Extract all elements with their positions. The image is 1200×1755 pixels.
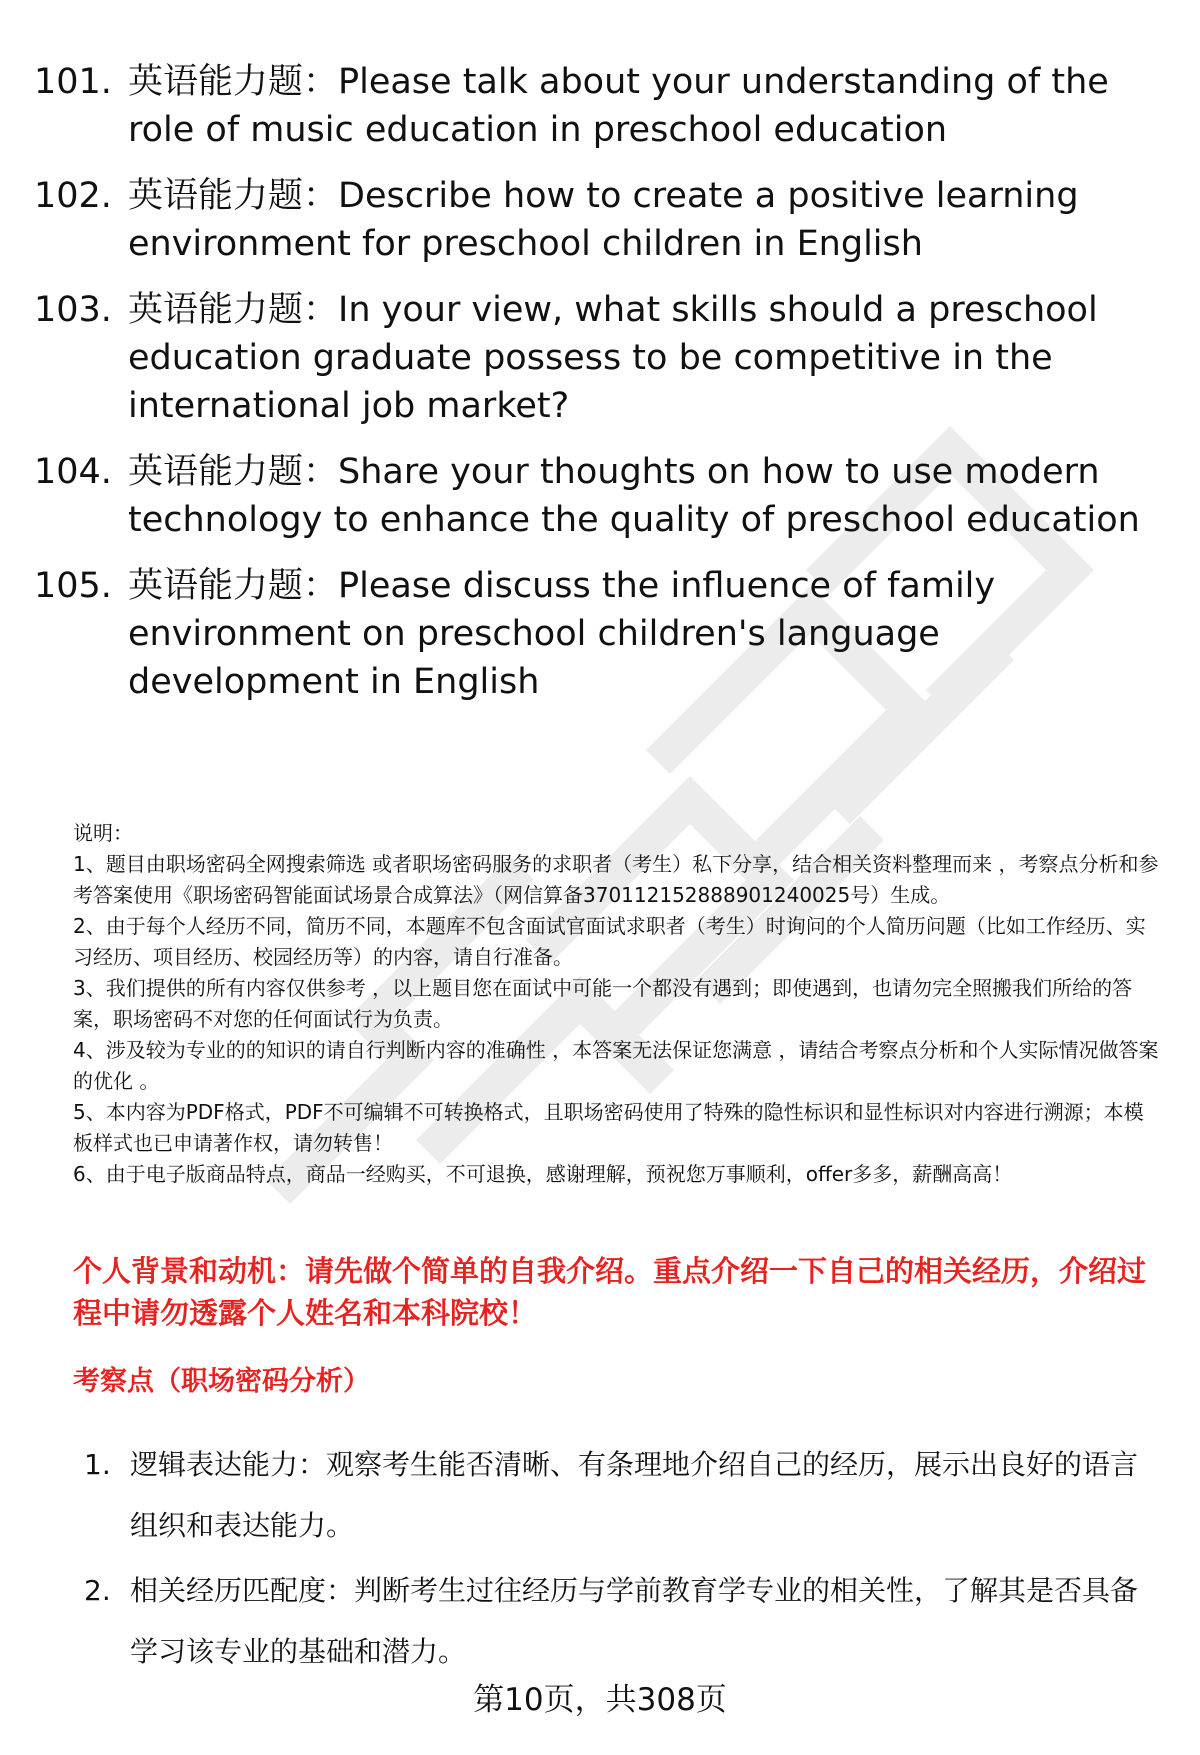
note-item: 2、由于每个人经历不同，简历不同，本题库不包含面试官面试求职者（考生）时询问的个人简历问题（比如工作经历、实习经历、项目经历、校园经历等）的内容，请自行准备。 — [73, 914, 1146, 969]
note-item: 1、题目由职场密码全网搜索筛选 或者职场密码服务的求职者（考生）私下分享，结合相关资料整理而来 ，考察点分析和参考答案使用《职场密码智能面试场景合成算法》（网信算备370112152888901240025号）生成。 — [73, 852, 1159, 907]
note-item: 4、涉及较为专业的的知识的请自行判断内容的准确性 ，本答案无法保证您满意 ，请结合考察点分析和个人实际情况做答案的优化 。 — [73, 1038, 1159, 1093]
question-item — [34, 58, 1174, 154]
question-text: 英语能力题：Describe how to create a positive learning environment for preschool children in English — [128, 176, 1079, 264]
question-number: 104. — [34, 452, 112, 492]
point-item — [84, 1560, 1174, 1682]
question-item — [34, 562, 1174, 706]
note-item: 5、本内容为PDF格式，PDF不可编辑不可转换格式，且职场密码使用了特殊的隐性标识和显性标识对内容进行溯源；本模板样式也已申请著作权，请勿转售！ — [73, 1100, 1144, 1155]
question-number: 103. — [34, 290, 112, 330]
question-text: 英语能力题：Please discuss the influence of family environment on preschool children's language development in English — [128, 566, 996, 702]
question-item — [34, 286, 1174, 430]
question-text: 英语能力题：Share your thoughts on how to use modern technology to enhance the quality of preschool education — [128, 452, 1140, 540]
question-number: 101. — [34, 62, 112, 102]
section-subheading: 考察点（职场密码分析） — [73, 1366, 370, 1397]
question-text: 英语能力题：Please talk about your understanding of the role of music education in preschool education — [128, 62, 1109, 150]
point-text: 逻辑表达能力：观察考生能否清晰、有条理地介绍自己的经历，展示出良好的语言组织和表达能力。 — [130, 1448, 1139, 1542]
assessment-points — [84, 1434, 1174, 1686]
question-list — [34, 58, 1174, 724]
notes-heading: 说明： — [73, 821, 133, 845]
point-item — [84, 1434, 1174, 1556]
question-number: 102. — [34, 176, 112, 216]
note-item: 6、由于电子版商品特点，商品一经购买，不可退换，感谢理解，预祝您万事顺利，offer多多，薪酬高高！ — [73, 1162, 1013, 1186]
page-footer: 第10页，共308页 — [473, 1682, 727, 1718]
note-item: 3、我们提供的所有内容仅供参考 ，以上题目您在面试中可能一个都没有遇到；即使遇到，也请勿完全照搬我们所给的答案，职场密码不对您的任何面试行为负责。 — [73, 976, 1133, 1031]
question-number: 105. — [34, 566, 112, 606]
question-text: 英语能力题：In your view, what skills should a preschool education graduate possess to be competitive in the international job market? — [128, 290, 1098, 426]
section-heading: 个人背景和动机：请先做个简单的自我介绍。重点介绍一下自己的相关经历，介绍过程中请勿透露个人姓名和本科院校！ — [73, 1254, 1147, 1330]
point-text: 相关经历匹配度：判断考生过往经历与学前教育学专业的相关性，了解其是否具备学习该专业的基础和潜力。 — [130, 1574, 1139, 1668]
question-item — [34, 448, 1174, 544]
point-number: 2. — [84, 1574, 111, 1607]
point-number: 1. — [84, 1448, 111, 1481]
notes-block — [73, 818, 1163, 1190]
question-item — [34, 172, 1174, 268]
